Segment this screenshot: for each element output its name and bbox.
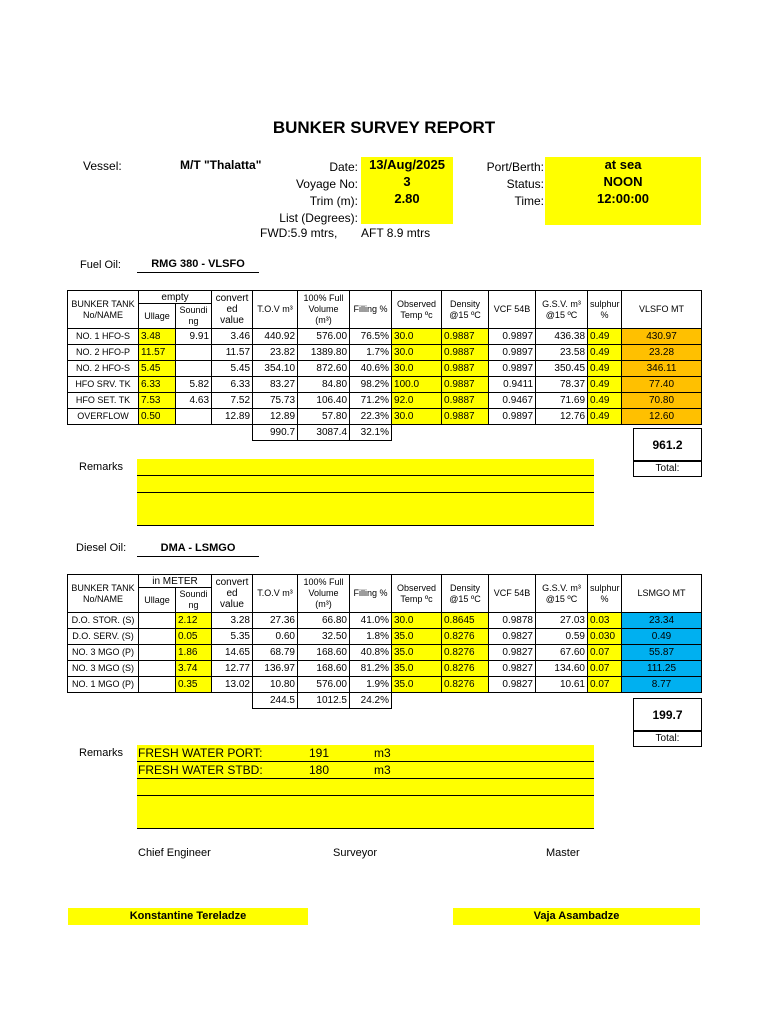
cell-density: 0.9887	[442, 345, 489, 361]
cell-converted: 3.46	[212, 329, 253, 345]
fuel-remark-line-4	[137, 509, 594, 526]
cell-temp: 30.0	[392, 409, 442, 425]
cell-vcf: 0.9897	[489, 345, 536, 361]
cell-tank: HFO SET. TK	[68, 393, 139, 409]
remark-unit: m3	[374, 746, 391, 760]
cell-temp: 35.0	[392, 677, 442, 693]
cell-full: 168.60	[298, 645, 350, 661]
fuel-total-filling: 32.1%	[350, 425, 392, 441]
cell-vcf: 0.9827	[489, 661, 536, 677]
master-label: Master	[546, 847, 580, 859]
aft-draft: AFT 8.9 mtrs	[361, 226, 431, 240]
cell-tov: 10.80	[253, 677, 298, 693]
cell-gsv: 12.76	[536, 409, 588, 425]
cell-tank: D.O. SERV. (S)	[68, 629, 139, 645]
cell-tank: NO. 1 HFO-S	[68, 329, 139, 345]
cell-tov: 440.92	[253, 329, 298, 345]
cell-converted: 6.33	[212, 377, 253, 393]
status-value: NOON	[545, 174, 701, 191]
header-ullage: Ullage	[139, 304, 176, 329]
cell-full: 57.80	[298, 409, 350, 425]
cell-sounding: 4.63	[176, 393, 212, 409]
cell-ullage	[139, 661, 176, 677]
cell-temp: 35.0	[392, 661, 442, 677]
remark-value: 191	[309, 746, 330, 760]
cell-converted: 5.45	[212, 361, 253, 377]
cell-sulphur: 0.49	[588, 377, 622, 393]
header-converted: convert ed value	[212, 575, 253, 613]
cell-filling: 40.6%	[350, 361, 392, 377]
cell-ullage: 6.33	[139, 377, 176, 393]
cell-mt: 430.97	[622, 329, 702, 345]
fuel-total-tov: 990.7	[253, 425, 298, 441]
table-row	[68, 361, 702, 377]
fuel-oil-label: Fuel Oil:	[80, 259, 121, 271]
table-row	[68, 677, 702, 693]
cell-mt: 23.34	[622, 613, 702, 629]
header-sulphur: sulphur %	[588, 291, 622, 329]
cell-converted: 13.02	[212, 677, 253, 693]
header-mt: VLSFO MT	[622, 291, 702, 329]
cell-tov: 75.73	[253, 393, 298, 409]
cell-gsv: 78.37	[536, 377, 588, 393]
diesel-remarks-label: Remarks	[79, 747, 124, 759]
cell-sulphur: 0.49	[588, 361, 622, 377]
table-row	[68, 393, 702, 409]
cell-tov: 354.10	[253, 361, 298, 377]
cell-mt: 77.40	[622, 377, 702, 393]
cell-filling: 1.7%	[350, 345, 392, 361]
cell-density: 0.9887	[442, 409, 489, 425]
cell-full: 872.60	[298, 361, 350, 377]
cell-density: 0.8276	[442, 677, 489, 693]
cell-filling: 81.2%	[350, 661, 392, 677]
cell-converted: 14.65	[212, 645, 253, 661]
table-row	[68, 613, 702, 629]
cell-ullage: 3.48	[139, 329, 176, 345]
cell-tank: NO. 3 MGO (S)	[68, 661, 139, 677]
header-vcf: VCF 54B	[489, 291, 536, 329]
fuel-total-full: 3087.4	[298, 425, 350, 441]
header-ullage: Ullage	[139, 588, 176, 613]
surveyor-label: Surveyor	[333, 847, 378, 859]
table-row	[68, 345, 702, 361]
cell-temp: 92.0	[392, 393, 442, 409]
cell-vcf: 0.9878	[489, 613, 536, 629]
cell-density: 0.8276	[442, 645, 489, 661]
cell-ullage: 11.57	[139, 345, 176, 361]
cell-tank: NO. 3 MGO (P)	[68, 645, 139, 661]
cell-gsv: 67.60	[536, 645, 588, 661]
table-row	[68, 329, 702, 345]
header-filling: Filling %	[350, 291, 392, 329]
cell-tank: NO. 2 HFO-P	[68, 345, 139, 361]
remark-unit: m3	[374, 763, 391, 777]
remark-text: FRESH WATER PORT:	[138, 746, 263, 760]
fuel-grade: RMG 380 - VLSFO	[137, 258, 259, 273]
header-gsv: G.S.V. m³ @15 ºC	[536, 575, 588, 613]
cell-temp: 100.0	[392, 377, 442, 393]
cell-ullage	[139, 645, 176, 661]
cell-sounding: 9.91	[176, 329, 212, 345]
cell-vcf: 0.9827	[489, 677, 536, 693]
cell-sulphur: 0.49	[588, 345, 622, 361]
cell-mt: 70.80	[622, 393, 702, 409]
cell-ullage: 0.50	[139, 409, 176, 425]
cell-density: 0.8276	[442, 629, 489, 645]
cell-ullage	[139, 613, 176, 629]
table-row	[68, 409, 702, 425]
cell-tov: 136.97	[253, 661, 298, 677]
fuel-remark-line-2	[137, 476, 594, 493]
diesel-grade: DMA - LSMGO	[137, 542, 259, 557]
header-tov: T.O.V m³	[253, 575, 298, 613]
cell-filling: 76.5%	[350, 329, 392, 345]
header-mt: LSMGO MT	[622, 575, 702, 613]
cell-mt: 55.87	[622, 645, 702, 661]
header-density: Density @15 ºC	[442, 291, 489, 329]
header-density: Density @15 ºC	[442, 575, 489, 613]
header-temp: Observed Temp ºc	[392, 291, 442, 329]
cell-tov: 83.27	[253, 377, 298, 393]
cell-sounding: 0.35	[176, 677, 212, 693]
diesel-total-full: 1012.5	[298, 693, 350, 709]
cell-tank: HFO SRV. TK	[68, 377, 139, 393]
cell-sulphur: 0.49	[588, 409, 622, 425]
header-tank: BUNKER TANK No/NAME	[68, 575, 139, 613]
cell-sounding: 0.05	[176, 629, 212, 645]
cell-filling: 41.0%	[350, 613, 392, 629]
port-label: Port/Berth:	[486, 160, 544, 174]
chief-engineer-name: Konstantine Tereladze	[68, 908, 308, 925]
cell-tov: 23.82	[253, 345, 298, 361]
cell-temp: 35.0	[392, 645, 442, 661]
cell-density: 0.8276	[442, 661, 489, 677]
table-row	[68, 645, 702, 661]
header-converted: convert ed value	[212, 291, 253, 329]
cell-gsv: 0.59	[536, 629, 588, 645]
cell-sounding	[176, 361, 212, 377]
cell-tank: NO. 2 HFO-S	[68, 361, 139, 377]
cell-tov: 0.60	[253, 629, 298, 645]
cell-sounding: 3.74	[176, 661, 212, 677]
trim-label: Trim (m):	[309, 194, 358, 208]
table-row	[68, 377, 702, 393]
diesel-total-label: Total:	[633, 730, 702, 747]
cell-gsv: 71.69	[536, 393, 588, 409]
status-label: Status:	[506, 177, 544, 191]
cell-vcf: 0.9827	[489, 645, 536, 661]
header-sulphur: sulphur %	[588, 575, 622, 613]
cell-vcf: 0.9897	[489, 409, 536, 425]
date-label: Date:	[329, 160, 358, 174]
cell-full: 84.80	[298, 377, 350, 393]
cell-density: 0.9887	[442, 377, 489, 393]
cell-filling: 98.2%	[350, 377, 392, 393]
cell-tov: 27.36	[253, 613, 298, 629]
trim-value: 2.80	[361, 191, 453, 208]
header-vcf: VCF 54B	[489, 575, 536, 613]
cell-density: 0.9887	[442, 393, 489, 409]
table-row	[68, 629, 702, 645]
cell-full: 1389.80	[298, 345, 350, 361]
cell-sounding: 2.12	[176, 613, 212, 629]
cell-sulphur: 0.49	[588, 329, 622, 345]
diesel-remark-line-5	[137, 812, 594, 829]
cell-ullage	[139, 629, 176, 645]
cell-ullage: 7.53	[139, 393, 176, 409]
header-full: 100% Full Volume (m³)	[298, 575, 350, 613]
fuel-oil-table	[67, 290, 702, 441]
cell-gsv: 134.60	[536, 661, 588, 677]
diesel-total-mt: 199.7	[633, 698, 702, 732]
cell-sounding	[176, 409, 212, 425]
cell-full: 106.40	[298, 393, 350, 409]
cell-filling: 40.8%	[350, 645, 392, 661]
fuel-remark-line-1	[137, 459, 594, 476]
cell-vcf: 0.9467	[489, 393, 536, 409]
list-label: List (Degrees):	[279, 211, 358, 225]
cell-converted: 5.35	[212, 629, 253, 645]
header-group: empty	[139, 291, 212, 304]
cell-mt: 8.77	[622, 677, 702, 693]
fuel-total-mt: 961.2	[633, 428, 702, 462]
cell-vcf: 0.9411	[489, 377, 536, 393]
vessel-name: M/T "Thalatta"	[180, 158, 262, 172]
cell-filling: 1.8%	[350, 629, 392, 645]
header-gsv: G.S.V. m³ @15 ºC	[536, 291, 588, 329]
cell-converted: 11.57	[212, 345, 253, 361]
voyage-label: Voyage No:	[295, 177, 358, 191]
table-row	[68, 661, 702, 677]
cell-gsv: 436.38	[536, 329, 588, 345]
time-label: Time:	[514, 194, 544, 208]
diesel-remark-line-2	[137, 762, 594, 779]
fwd-draft: FWD:5.9 mtrs,	[260, 226, 338, 240]
cell-filling: 22.3%	[350, 409, 392, 425]
cell-vcf: 0.9827	[489, 629, 536, 645]
cell-gsv: 350.45	[536, 361, 588, 377]
header-temp: Observed Temp ºc	[392, 575, 442, 613]
header-sounding: Soundi ng	[176, 588, 212, 613]
diesel-total-filling: 24.2%	[350, 693, 392, 709]
cell-full: 32.50	[298, 629, 350, 645]
cell-vcf: 0.9897	[489, 361, 536, 377]
header-tov: T.O.V m³	[253, 291, 298, 329]
cell-density: 0.9887	[442, 361, 489, 377]
voyage-value: 3	[361, 174, 453, 191]
date-value: 13/Aug/2025	[361, 157, 453, 174]
cell-mt: 23.28	[622, 345, 702, 361]
cell-filling: 71.2%	[350, 393, 392, 409]
header-full: 100% Full Volume (m³)	[298, 291, 350, 329]
cell-converted: 3.28	[212, 613, 253, 629]
report-title: BUNKER SURVEY REPORT	[272, 118, 496, 137]
cell-converted: 12.89	[212, 409, 253, 425]
cell-gsv: 23.58	[536, 345, 588, 361]
header-tank: BUNKER TANK No/NAME	[68, 291, 139, 329]
cell-full: 576.00	[298, 329, 350, 345]
cell-tank: OVERFLOW	[68, 409, 139, 425]
cell-sulphur: 0.49	[588, 393, 622, 409]
list-value	[361, 208, 453, 224]
cell-tank: NO. 1 MGO (P)	[68, 677, 139, 693]
diesel-oil-table	[67, 574, 702, 709]
cell-sulphur: 0.07	[588, 645, 622, 661]
header-sounding: Soundi ng	[176, 304, 212, 329]
cell-full: 66.80	[298, 613, 350, 629]
cell-sulphur: 0.07	[588, 661, 622, 677]
cell-sounding	[176, 345, 212, 361]
cell-full: 576.00	[298, 677, 350, 693]
cell-ullage	[139, 677, 176, 693]
remark-text: FRESH WATER STBD:	[138, 763, 263, 777]
cell-mt: 12.60	[622, 409, 702, 425]
diesel-total-tov: 244.5	[253, 693, 298, 709]
header-group: in METER	[139, 575, 212, 588]
cell-mt: 346.11	[622, 361, 702, 377]
cell-temp: 35.0	[392, 629, 442, 645]
cell-mt: 111.25	[622, 661, 702, 677]
cell-gsv: 10.61	[536, 677, 588, 693]
fuel-remarks-label: Remarks	[79, 461, 124, 473]
cell-sulphur: 0.030	[588, 629, 622, 645]
cell-sulphur: 0.07	[588, 677, 622, 693]
cell-sulphur: 0.03	[588, 613, 622, 629]
cell-converted: 12.77	[212, 661, 253, 677]
chief-engineer-label: Chief Engineer	[138, 847, 211, 859]
remark-value: 180	[309, 763, 330, 777]
cell-temp: 30.0	[392, 613, 442, 629]
diesel-remark-line-3	[137, 779, 594, 796]
cell-temp: 30.0	[392, 329, 442, 345]
diesel-remark-line-4	[137, 796, 594, 813]
master-name: Vaja Asambadze	[453, 908, 700, 925]
cell-converted: 7.52	[212, 393, 253, 409]
vessel-label: Vessel:	[83, 159, 122, 173]
cell-density: 0.8645	[442, 613, 489, 629]
cell-temp: 30.0	[392, 345, 442, 361]
cell-tov: 12.89	[253, 409, 298, 425]
cell-ullage: 5.45	[139, 361, 176, 377]
cell-sounding: 5.82	[176, 377, 212, 393]
diesel-remark-line-1	[137, 745, 594, 762]
fuel-remark-line-3	[137, 493, 594, 510]
diesel-oil-label: Diesel Oil:	[76, 542, 127, 554]
cell-tov: 68.79	[253, 645, 298, 661]
cell-temp: 30.0	[392, 361, 442, 377]
cell-gsv: 27.03	[536, 613, 588, 629]
cell-filling: 1.9%	[350, 677, 392, 693]
header-filling: Filling %	[350, 575, 392, 613]
cell-full: 168.60	[298, 661, 350, 677]
fuel-total-label: Total:	[633, 460, 702, 477]
cell-density: 0.9887	[442, 329, 489, 345]
cell-vcf: 0.9897	[489, 329, 536, 345]
port-value: at sea	[545, 157, 701, 174]
time-value: 12:00:00	[545, 191, 701, 225]
cell-mt: 0.49	[622, 629, 702, 645]
cell-sounding: 1.86	[176, 645, 212, 661]
cell-tank: D.O. STOR. (S)	[68, 613, 139, 629]
